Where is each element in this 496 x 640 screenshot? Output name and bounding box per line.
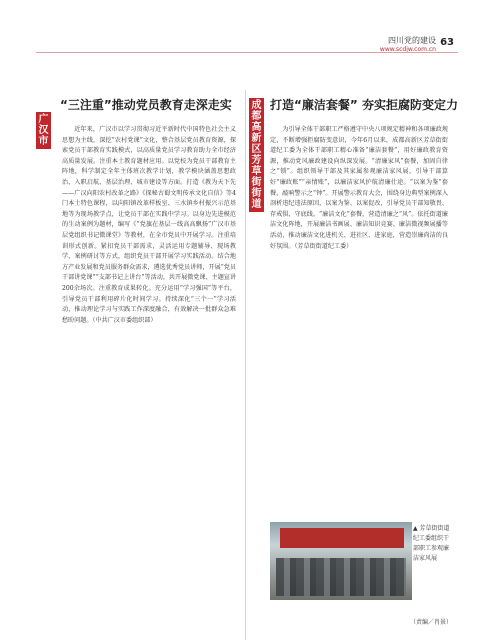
section-label-right: 成都高新区芳草街街道 [249, 98, 264, 212]
section-label-left: 广汉市 [36, 112, 51, 149]
article1-title: “三注重”推动党员教育走深走实 [60, 98, 232, 112]
editor-credit: （责编／肖景） [410, 619, 453, 626]
article2-title: 打造“廉洁套餐” 夯实拒腐防变定力 [270, 98, 458, 112]
article2-body [270, 125, 448, 252]
article-photo [270, 522, 412, 600]
magazine-title: 四川党的建设 [388, 36, 436, 45]
photo-display-board [280, 528, 404, 548]
header-rule [36, 52, 458, 53]
page-number: 63 [440, 37, 454, 48]
magazine-url: www.scdjw.com.cn [379, 46, 436, 53]
column-divider [245, 90, 246, 640]
photo-caption: ▲ 芳草街街道纪工委组织干部职工参观廉洁家风展 [413, 525, 450, 562]
article1-body [62, 125, 236, 326]
photo-visitors [276, 558, 406, 596]
article2-paragraph: 为引导全体干部职工严格遵守中央八项规定精神和各项廉政规定，不断增强拒腐防变意识，今年6月以来，成都高新区芳草街街道纪工委为全体干部职工精心准备“廉洁套餐”，用好廉政教育资源，推动党风廉政建设向纵深发展。“清廉家风”套餐，加固自律之“锁”。组织领导干部及其家属参观廉洁家风展，引导干部算好“廉政账”“亲情账”，以廉洁家风护航清廉仕途。“以案为鉴”套餐，敲响警示之“钟”。开展警示教育大会，围绕身边典型案例深入剖析违纪违法原因，以案为鉴、以案促改，引导党员干部知敬畏、存戒惧、守底线。“廉洁文化”套餐，营造清廉之“风”。依托街道廉洁文化阵地，开展廉洁书画展、廉洁知识竞赛、廉洁微视频展播等活动，推动廉洁文化进机关、进社区、进家庭，营造崇廉尚洁的良好氛围。（芳草街街道纪工委） [270, 126, 448, 250]
article1-paragraph: 近年来，广汉市以学习贯彻习近平新时代中国特色社会主义思想为主线，深挖“农村党课”文化，整合基层党员教育资源，探索党员干部教育实践模式，以高质量党员学习教育助力全市经济高质量发展。注重本土教育题材应用。以党校为党员干部教育主阵地，科学制定全年主体班次教学计划，教学模块涵盖思想政治、入职启航、基层治理、城市建设等方面。打造《教为天下先——广汉向阳农村改革之路》《探秘古蜀文明传承文化自信》等4门本土特色课程，以向阳镇改革样板室、三水镇乡村振兴示范基地等为现场教学点，让党员干部在实践中学习。以身边先进模范的生动案例为题材，编写《“党旗在基层一线高高飘扬”广汉市基层党组织书记微课堂》等教材，在全市党员中开展学习。注重培训形式创新。紧扣党员干部需求，灵活运用专题辅导、现场教学、案例研讨等方式，组织党员干部开展学习实践活动。结合地方产业发展和党员服务群众需求，遴选优秀党员讲师，开展“党员干部讲党课”“支部书记上讲台”等活动，共开展微党课、主题宣讲200余场次。注重教育成果转化。充分运用“学习强国”等平台，引导党员干部利用碎片化时间学习。持续深化“三个一”学习活动，推动理论学习与实践工作深度融合，有效解决一批群众急难愁盼问题。（中共广汉市委组织部） [62, 126, 236, 324]
